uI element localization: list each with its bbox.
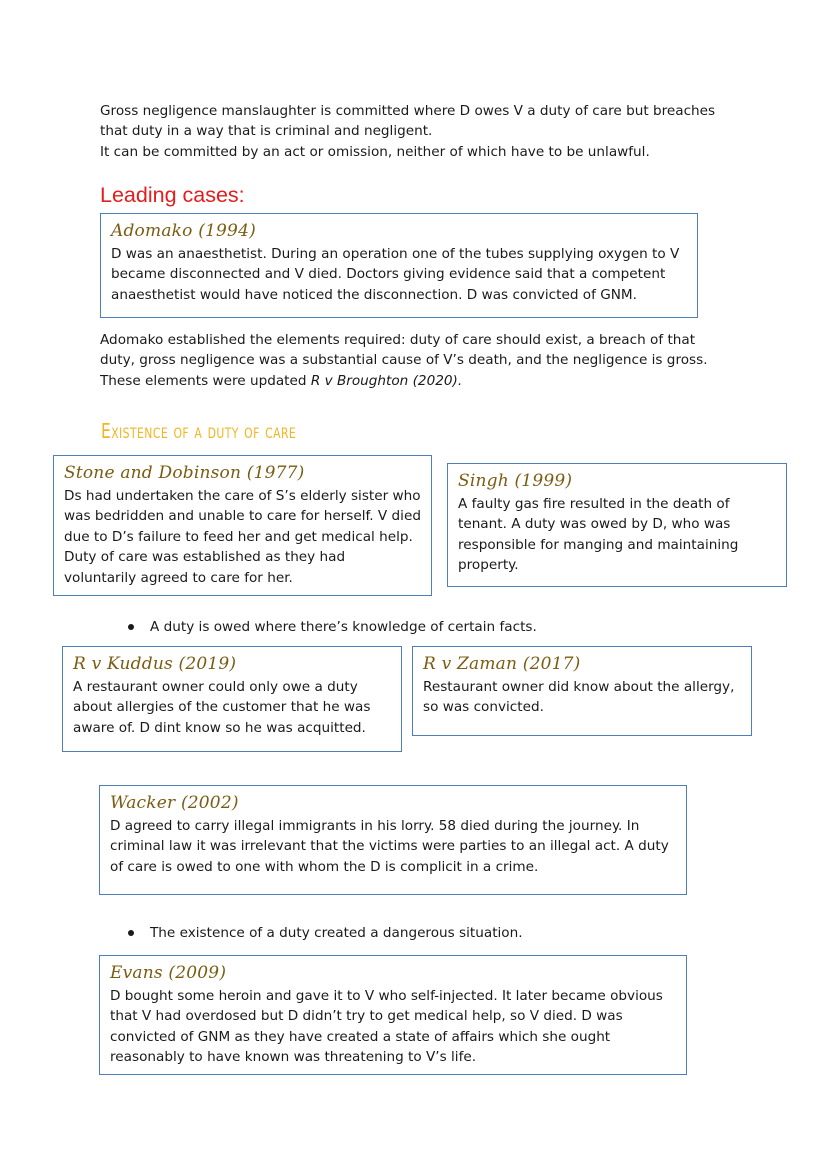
case-title: Singh (1999) <box>458 471 573 491</box>
intro-line-2: It can be committed by an act or omission, neither of which have to be unlawful. <box>100 143 650 160</box>
case-title: Adomako (1994) <box>111 221 256 241</box>
intro-paragraph <box>100 101 720 162</box>
case-box-kuddus <box>62 646 402 752</box>
case-title: Stone and Dobinson (1977) <box>64 463 305 483</box>
case-text: D agreed to carry illegal immigrants in his lorry. 58 died during the journey. In criminal law it was irrelevant that the victims were parties to an illegal act. A duty of care is owed to one with whom the D is complicit in a crime. <box>110 818 669 875</box>
case-box-evans <box>99 955 687 1075</box>
bullet-dot <box>128 930 134 936</box>
case-box-stone-dobinson <box>53 455 432 596</box>
bullet-dangerous <box>150 923 523 943</box>
elements-text: Adomako established the elements required: duty of care should exist, a breach of that duty, gross negligence was a substantial cause of V’s death, and the negligence is gross. These elements were updated <box>100 332 708 389</box>
broughton-case-ref: R v Broughton (2020). <box>310 372 463 389</box>
bullet-text: A duty is owed where there’s knowledge of certain facts. <box>150 619 537 635</box>
case-text: D was an anaesthetist. During an operation one of the tubes supplying oxygen to V became disconnected and V died. Doctors giving evidence said that a competent anaesthetist would have noticed the disconnection. D was convicted of GNM. <box>111 246 680 303</box>
bullet-knowledge <box>150 617 537 637</box>
case-box-zaman <box>412 646 752 736</box>
intro-line-1: Gross negligence manslaughter is committed where D owes V a duty of care but breaches that duty in a way that is criminal and negligent. <box>100 103 716 140</box>
case-box-adomako <box>100 213 698 318</box>
case-text: D bought some heroin and gave it to V who self-injected. It later became obvious that V had overdosed but D didn’t try to get medical help, so V died. D was convicted of GNM as they have created a state of affairs which she ought reasonably to have known was threatening to V’s life. <box>110 988 663 1066</box>
case-text: Ds had undertaken the care of S’s elderly sister who was bedridden and unable to care for herself. V died due to D’s failure to feed her and get medical help. Duty of care was established as they had voluntarily agreed to care for her. <box>64 488 421 586</box>
bullet-text: The existence of a duty created a dangerous situation. <box>150 925 523 941</box>
case-title: R v Kuddus (2019) <box>73 654 237 674</box>
case-title: Evans (2009) <box>110 963 227 983</box>
case-text: A faulty gas fire resulted in the death of tenant. A duty was owed by D, who was responsible for manging and maintaining property. <box>458 496 739 574</box>
case-title: R v Zaman (2017) <box>423 654 581 674</box>
case-box-wacker <box>99 785 687 895</box>
bullet-dot <box>128 624 134 630</box>
duty-of-care-heading: Existence of a duty of care <box>101 419 297 443</box>
case-text: A restaurant owner could only owe a duty about allergies of the customer that he was aware of. D dint know so he was acquitted. <box>73 679 371 736</box>
case-box-singh <box>447 463 787 587</box>
case-title: Wacker (2002) <box>110 793 239 813</box>
leading-cases-heading: Leading cases: <box>100 183 245 207</box>
case-text: Restaurant owner did know about the allergy, so was convicted. <box>423 679 735 716</box>
elements-paragraph <box>100 330 732 391</box>
